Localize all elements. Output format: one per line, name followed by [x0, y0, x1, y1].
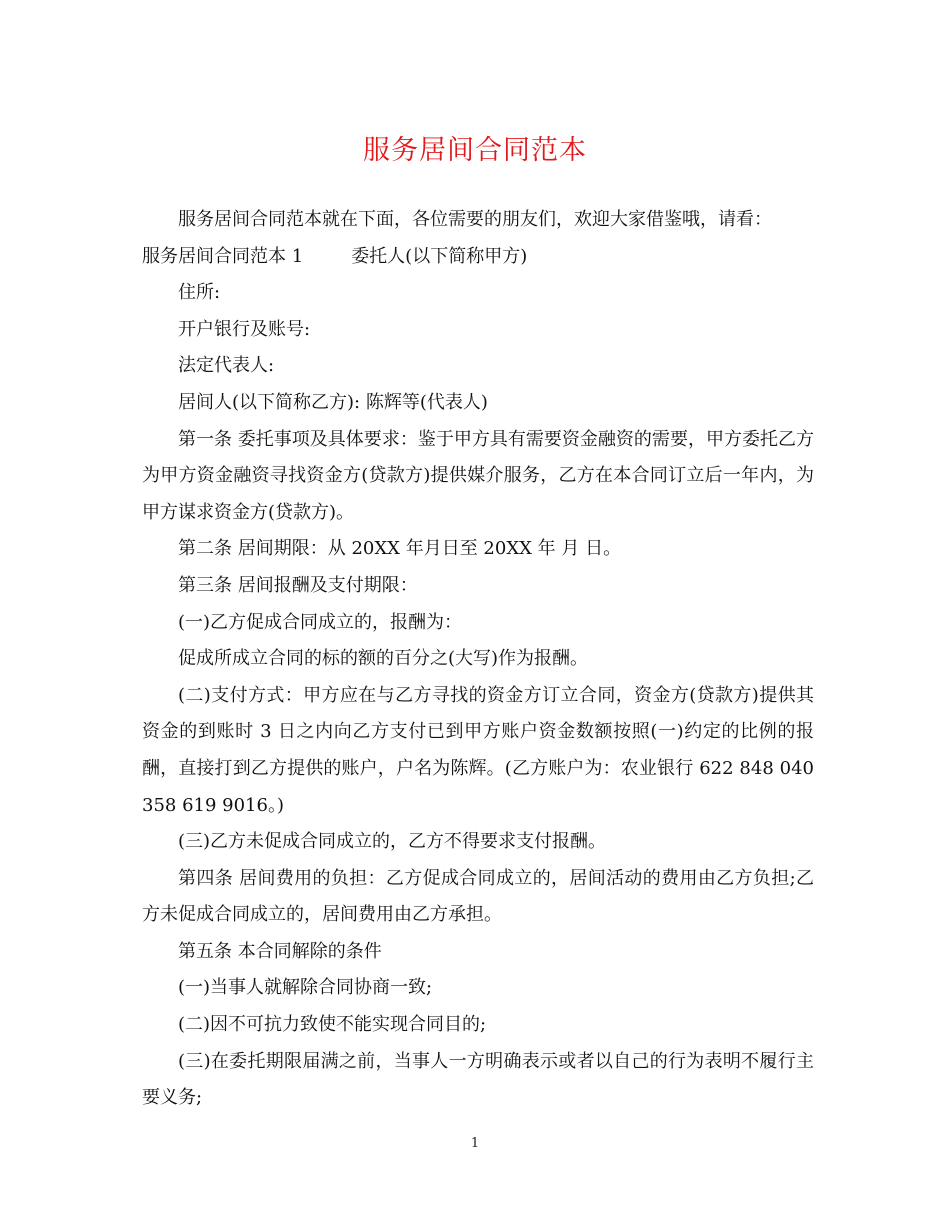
article-5-item-3: (三)在委托期限届满之前，当事人一方明确表示或者以自己的行为表明不履行主要义务; — [142, 1050, 814, 1109]
page-number: 1 — [470, 1136, 480, 1151]
legal-rep-field: 法定代表人: — [178, 355, 275, 377]
article-5: 第五条 本合同解除的条件 — [178, 940, 382, 962]
article-5-item-2: (二)因不可抗力致使不能实现合同目的; — [178, 1014, 487, 1036]
address-field: 住所: — [178, 282, 221, 304]
article-3-item-1: (一)乙方促成合同成立的，报酬为： — [178, 611, 463, 633]
article-3-item-1-detail: 促成所成立合同的标的额的百分之(大写)作为报酬。 — [178, 648, 589, 670]
article-4: 第四条 居间费用的负担：乙方促成合同成立的，居间活动的费用由乙方负担;乙方未促成合同成立的，居间费用由乙方承担。 — [142, 867, 814, 926]
contract-number-label: 服务居间合同范本 1 — [142, 245, 304, 267]
intro-paragraph: 服务居间合同范本就在下面，各位需要的朋友们，欢迎大家借鉴哦，请看： — [178, 209, 772, 230]
article-3: 第三条 居间报酬及支付期限： — [178, 574, 418, 596]
document-body — [142, 202, 814, 1117]
document-title: 服务居间合同范本 — [363, 135, 587, 166]
article-5-item-1: (一)当事人就解除合同协商一致; — [178, 977, 433, 999]
broker-field: 居间人(以下简称乙方): 陈辉等(代表人) — [178, 391, 488, 413]
article-1: 第一条 委托事项及具体要求：鉴于甲方具有需要资金融资的需要，甲方委托乙方为甲方资金融资寻找资金方(贷款方)提供媒介服务，乙方在本合同订立后一年内，为甲方谋求资金方(贷款方)。 — [142, 428, 814, 523]
article-3-item-3: (三)乙方未促成合同成立的，乙方不得要求支付报酬。 — [178, 831, 607, 853]
article-2: 第二条 居间期限：从 20XX 年月日至 20XX 年 月 日。 — [178, 538, 622, 560]
bank-field: 开户银行及账号: — [178, 318, 311, 340]
principal-label: 委托人(以下简称甲方) — [351, 245, 528, 267]
article-3-item-2: (二)支付方式：甲方应在与乙方寻找的资金方订立合同，资金方(贷款方)提供其资金的到账时 3 日之内向乙方支付已到甲方账户资金数额按照(一)约定的比例的报酬，直接打到乙方提供的账户，户名为陈辉。(乙方账户为：农业银行 622 848 040 358 619 9016。) — [142, 684, 814, 816]
contract-heading-line — [142, 239, 814, 276]
